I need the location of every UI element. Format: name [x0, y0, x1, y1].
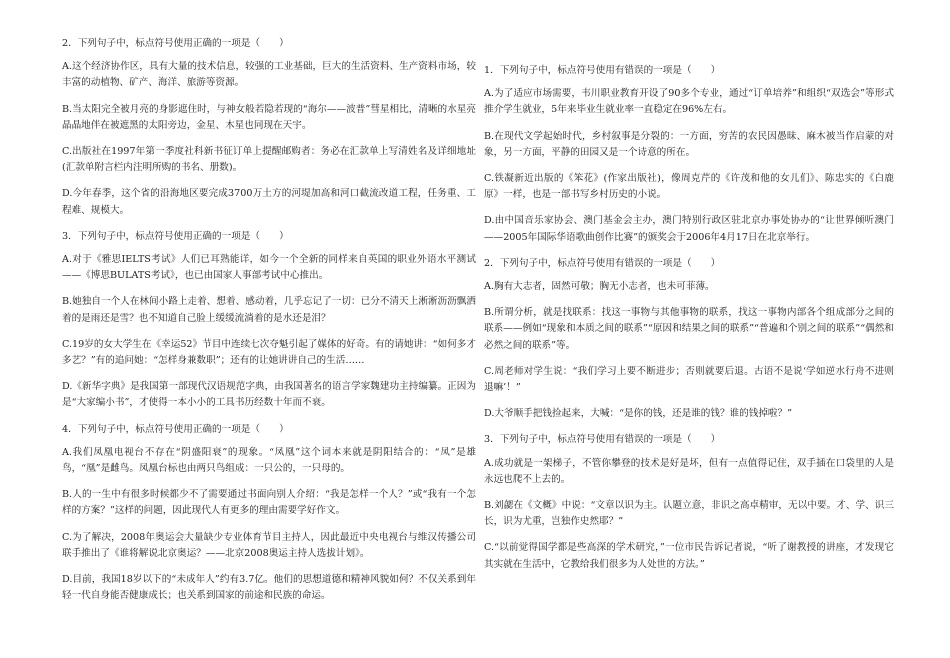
- option-a: A.为了适应市场需要，韦川职业教育开设了90多个专业，通过“订单培养”和组织“双选会”等形式推介学生就业，5年来毕业生就业率一直稳定在96%左右。: [484, 88, 894, 116]
- left-column: [62, 36, 476, 614]
- option-a: A.这个经济协作区，具有大量的技术信息，较强的工业基础，巨大的生活资料、生产资料市场，较丰富的动植物、矿产、海洋、旅游等资源。: [62, 61, 476, 89]
- option-b: B.刘勰在《文概》中说：“文章以识为主。认题立意，非识之高卓精审，无以中要。才、学、识三长，识为尤重，岂独作史然耶？”: [484, 500, 894, 528]
- option-d: D.今年春季，这个省的沿海地区要完成3700万土方的河堤加高和河口截流改道工程，任务重、工程难、规模大。: [62, 188, 476, 216]
- question-stem: 2．下列句子中，标点符号使用正确的一项是（ ）: [62, 38, 289, 49]
- option-a: A.对于《雅思IELTS考试》人们已耳熟能详，如今一个全新的同样来自英国的职业外语水平测试——《博思BULATS考试》，也已由国家人事部考试中心推出。: [62, 254, 476, 282]
- option-c: C.“以前觉得国学都是些高深的学术研究，”一位市民告诉记者说，“听了谢教授的讲座，才发现它其实就在生活中，它教给我们很多为人处世的方法。”: [484, 542, 894, 570]
- question-stem: 2．下列句子中，标点符号使用有错误的一项是（ ）: [484, 257, 721, 269]
- option-c: C.周老师对学生说：“我们学习上要不断进步；否则就要后退。古语不是说‘学如逆水行舟不进则退嘛’！”: [484, 365, 894, 394]
- question-block: [484, 63, 894, 246]
- question-block: [484, 432, 894, 572]
- option-b: B.所谓分析，就是找联系：找这一事物与其他事物的联系，找这一事物内部各个组成部分之间的联系——例如“现象和本质之间的联系”“原因和结果之间的联系”“普遍和个别之间的联系”“偶然和必然之间的联系”等。: [484, 307, 894, 351]
- option-b: B.在现代文学起始时代，乡村叙事是分裂的：一方面，穷苦的农民因愚昧、麻木被当作启蒙的对象，另一方面，平静的田园又是一个诗意的所在。: [484, 130, 894, 158]
- option-b: B.人的一生中有很多时候都少不了需要通过书面向别人介绍：“我是怎样一个人？”或“我有一个怎样的方案？”这样的问题，因此现代人有更多的理由需要学好作文。: [62, 489, 476, 517]
- option-c: C.19岁的女大学生在《幸运52》节目中连续七次夺魁引起了媒体的好奇。有的请她讲：“如何多才多艺？”有的追问她：“怎样身兼数职”；还有的让她讲讲自己的生活……: [62, 338, 476, 367]
- option-d: D.大爷顺手把钱捡起来，大喊：“是你的钱，还是谁的钱？谁的钱掉啦？”: [484, 408, 793, 420]
- option-c: C.为了解决，2008年奥运会大量缺少专业体育节目主持人，因此最近中央电视台与维汉传播公司联手推出了《谁将解说北京奥运？——北京2008奥运主持人选拔计划》。: [62, 531, 476, 559]
- question-block: [62, 36, 476, 219]
- option-c: C.出版社在1997年第一季度社科新书征订单上提醒邮购者：务必在汇款单上写清姓名及详细地址(汇款单附言栏内注明所购的书名、册数)。: [62, 146, 476, 174]
- option-d: D.由中国音乐家协会、澳门基金会主办，澳门特别行政区驻北京办事处协办的“让世界倾听澳门——2005年国际华语歌曲创作比赛”的颁奖会于2006年4月17日在北京举行。: [484, 215, 894, 243]
- option-b: B.当太阳完全被月亮的身影遮住时，与神女般若隐若现的“海尔——波普”彗星相比，清晰的水星亮晶晶地伴在被遮黑的太阳旁边，金星、木星也同现在天宇。: [62, 103, 476, 131]
- option-a: A.成功就是一架梯子，不管你攀登的技术是好是坏，但有一点值得记住，双手插在口袋里的人是永远也爬不上去的。: [484, 457, 894, 485]
- question-block: [62, 229, 476, 412]
- question-stem: 1．下列句子中，标点符号使用有错误的一项是（ ）: [484, 65, 721, 76]
- option-d: D.《新华字典》是我国第一部现代汉语规范字典，由我国著名的语言学家魏建功主持编纂。正因为是“大家编小书”，才使得一本小小的工具书历经数十年而不衰。: [62, 381, 476, 409]
- option-a: A.我们凤凰电视台不存在“阴盛阳衰”的现象。“凤凰”这个词本来就是阴阳结合的：“凤”是雄鸟，“凰”是雌鸟。凤凰台标也由两只鸟组成：一只公的，一只母的。: [62, 446, 476, 475]
- question-stem: 3．下列句子中，标点符号使用有错误的一项是（ ）: [484, 434, 721, 446]
- question-block: [484, 256, 894, 423]
- right-column: [484, 36, 894, 583]
- option-b: B.她独自一个人在林间小路上走着、想着、感动着，几乎忘记了一切：已分不清天上淅淅沥沥飘洒着的是雨还是雪？也不知道自己脸上缓缓流淌着的是水还是泪？: [62, 296, 476, 324]
- option-d: D.目前，我国18岁以下的“未成年人”约有3.7亿。他们的思想道德和精神风貌如何？不仅关系到年轻一代自身能否健康成长；也关系到国家的前途和民族的命运。: [62, 574, 476, 602]
- question-stem: 4．下列句子中，标点符号使用正确的一项是（ ）: [62, 423, 289, 435]
- option-a: A.胸有大志者，固然可敬；胸无小志者，也未可菲薄。: [484, 281, 715, 293]
- question-stem: 3．下列句子中，标点符号使用正确的一项是（ ）: [62, 230, 289, 242]
- question-block: [62, 422, 476, 605]
- option-c: C.铁凝新近出版的《笨花》(作家出版社)，像周克芹的《许茂和他的女儿们》、陈忠实的《白鹿原》一样，也是一部书写乡村历史的小说。: [484, 173, 894, 201]
